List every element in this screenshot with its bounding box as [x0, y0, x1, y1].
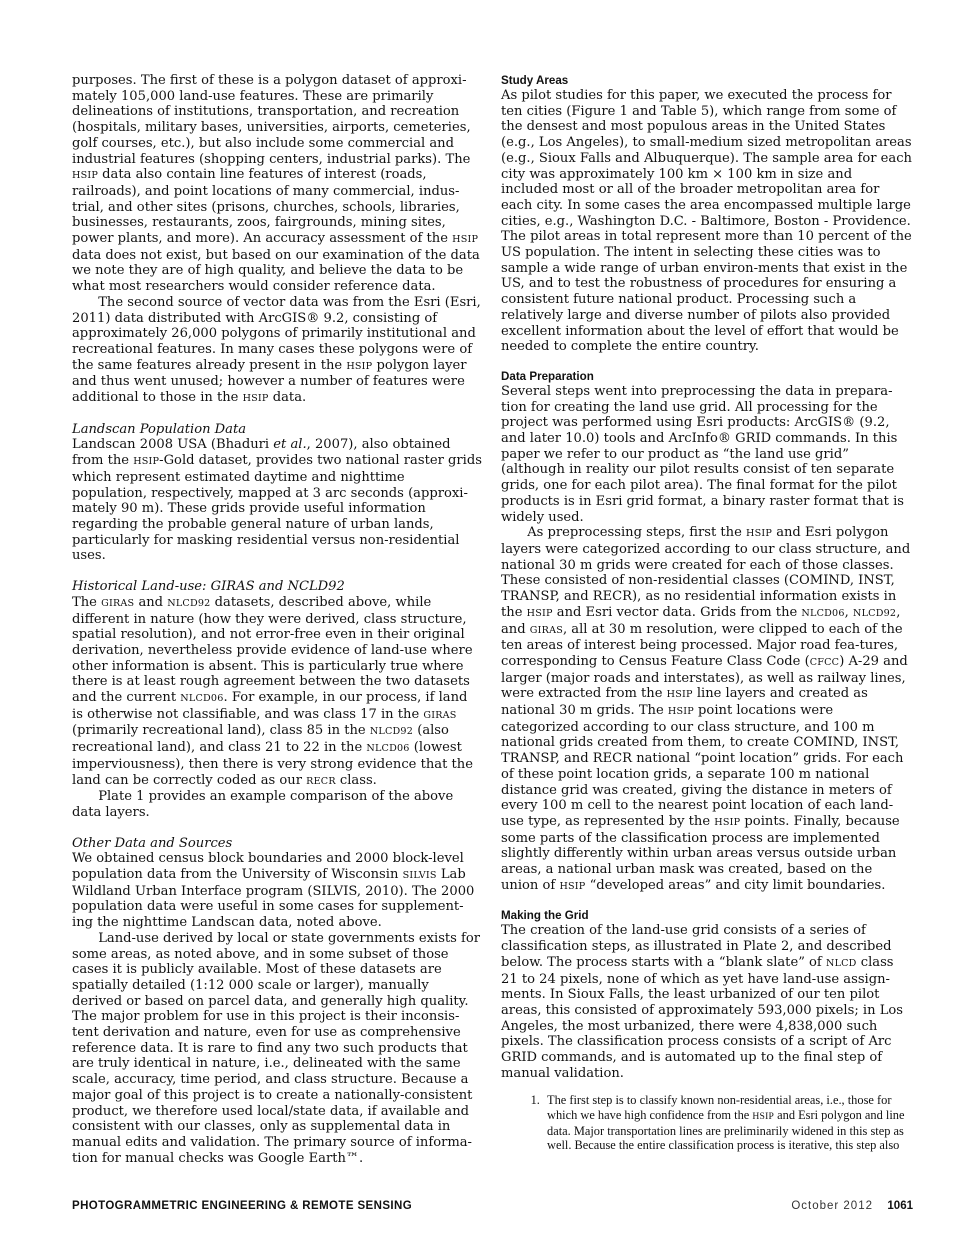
section-heading: Study Areas: [501, 74, 569, 87]
paragraph: As preprocessing steps, first the HSIP and Esri polygon layers were categorized according to our class structure, and national 30 m grids were created for each of those classes. These consisted of non-residential classes (COMIND, INST, TRANSP, and RECR), as no residential information exists in the HSIP and Esri vector data. Grids from the NLCD06, NLCD92, and GIRAS, all at 30 m resolution, were clipped to each of the ten areas of interest being processed. Major road fea-tures, corresponding to Census Feature Class Code (CFCC) A-29 and larger (major roads and interstates), as well as railway lines, were extracted from the HSIP line layers and created as national 30 m grids. The HSIP point locations were categorized according to our class structure, and 100 m national grids created from them, to create COMIND, INST, TRANSP, and RECR national “point location” grids. For each of these point location grids, a separate 100 m national distance grid was created, giving the distance in meters of every 100 m cell to the nearest point location of each land-use type, as represented by the HSIP points. Finally, because some parts of the classification process are implemented slightly differently within urban areas versus outside urban areas, a national urban mask was created, based on the union of HSIP “developed areas” and city limit boundaries.: [501, 525, 911, 893]
paragraph: We obtained census block boundaries and 2000 block-level population data from the University of Wisconsin SILVIS Lab Wildland Urban Interface program (SILVIS, 2010). The 2000 population data were useful in some cases for supplement-ing the nighttime Landscan data, noted above.: [72, 851, 475, 931]
left-column: [72, 73, 482, 1166]
paragraph: Land-use derived by local or state governments exists for some areas, as noted above, and in some subset of those cases it is publicly available. Most of these datasets are spatially detailed (1:12 000 scale or larger), manually derived or based on parcel data, and generally high quality. The major problem for use in this project is their inconsis-tent derivation and nature, even for use as comprehensive reference data. It is rare to find any two such products that are truly identical in nature, i.e., delineated with the same scale, accuracy, time period, and class structure. Because a major goal of this project is to create a nationally-consistent product, we therefore used local/state data, if available and consistent with our classes, only as supplemental data in manual edits and validation. The primary source of informa-tion for manual checks was Google Earth™.: [72, 930, 481, 1166]
journal-name: PHOTOGRAMMETRIC ENGINEERING & REMOTE SENSING: [72, 1200, 413, 1212]
section-heading: Data Preparation: [501, 369, 594, 383]
issue-date: October 2012: [791, 1200, 873, 1212]
paragraph: The GIRAS and NLCD92 datasets, described above, while different in nature (how they were derived, class structure, spatial resolution), and not error-free even in their original derivation, nevertheless provide evidence of land-use where other information is absent. This is particularly true where there is at least rough agreement between the two datasets and the current NLCD06. For example, in our process, if land is otherwise not classifiable, and was class 17 in the GIRAS (primarily recreational land), class 85 in the NLCD92 (also recreational land), and class 21 to 22 in the NLCD06 (lowest imperviousness), then there is very strong evidence that the land can be correctly coded as our RECR class.: [72, 594, 473, 788]
right-column: [501, 73, 913, 1152]
section-heading: Landscan Population Data: [72, 421, 247, 437]
section-heading: Making the Grid: [501, 909, 589, 923]
paragraph: The second source of vector data was from the Esri (Esri, 2011) data distributed with ArcGIS® 9.2, consisting of approximately 26,000 polygons of primarily institutional and recreational features. In many cases these polygons were of the same features already present in the HSIP polygon layer and thus went unused; however a number of features were additional to those in the HSIP data.: [72, 294, 481, 406]
section-heading: Other Data and Sources: [72, 835, 233, 851]
paragraph: The creation of the land-use grid consists of a series of classification steps, as illustrated in Plate 2, and described below. The process starts with a “blank slate” of NLCD class 21 to 24 pixels, none of which as yet have land-use assign-ments. In Sioux Falls, the least urbanized of our ten pilot areas, this consisted of approximately 593,000 pixels; in Los Angeles, the most urbanized, there were 4,838,000 such pixels. The classification process consists of a script of Arc GRID commands, and is automated up to the final step of manual validation.: [501, 923, 903, 1081]
paragraph: Plate 1 provides an example comparison of the above data layers.: [72, 789, 454, 820]
paragraph: Landscan 2008 USA (Bhaduri et al., 2007), also obtained from the HSIP-Gold dataset, provides two national raster grids which represent estimated daytime and nighttime population, respectively, mapped at 3 arc seconds (approxi-mately 90 m). These grids provide useful information regarding the probable general nature of urban lands, particularly for masking residential versus non-residential uses.: [72, 437, 482, 564]
page-number: 1061: [887, 1200, 913, 1212]
paragraph: purposes. The first of these is a polygon dataset of approxi-mately 105,000 land-use features. These are primarily delineations of institutions, transportation, and recreation (hospitals, military bases, universities, airports, cemeteries, golf courses, etc.), but also include some commercial and industrial features (shopping centers, industrial parks). The HSIP data also contain line features of interest (roads, railroads), and point locations of many commercial, indus-trial, and other sites (prisons, churches, schools, libraries, businesses, restaurants, zoos, fairgrounds, mining sites, power plants, and more). An accuracy assessment of the HSIP data does not exist, but based on our examination of the data we note they are of high quality, and believe the data to be what most researchers would consider reference data.: [72, 73, 480, 295]
list-item: 1. The first step is to classify known non-residential areas, i.e., those for which we have high confidence from the HSIP and Esri polygon and line data. Major transportation lines are preliminarily widened in this step as well. Because the entire classification process is iterative, this step also: [543, 1093, 913, 1152]
numbered-list: [501, 1093, 913, 1152]
paragraph: As pilot studies for this paper, we executed the process for ten cities (Figure 1 and Table 5), which range from some of the densest and most populous areas in the United States (e.g., Los Angeles), to small-medium sized metropolitan areas (e.g., Sioux Falls and Albuquerque). The sample area for each city was approximately 100 km × 100 km in size and included most or all of the broader metropolitan area for each city. In some cases the area encompassed multiple large cities, e.g., Washington D.C. - Baltimore, Boston - Providence. The pilot areas in total represent more than 10 percent of the US population. The intent in selecting these cities was to sample a wide range of urban environ-ments that exist in the US, and to test the robustness of procedures for ensuring a consistent future national product. Processing such a relatively large and diverse number of pilots also provided excellent information about the level of effort that would be needed to complete the entire country.: [501, 88, 912, 355]
section-heading: Historical Land-use: GIRAS and NCLD92: [72, 579, 345, 595]
page-footer: [72, 1200, 913, 1218]
paragraph: Several steps went into preprocessing the data in prepara-tion for creating the land use grid. All processing for the project was performed using Esri products: ArcGIS® (9.2, and later 10.0) tools and ArcInfo® GRID commands. In this paper we refer to our product as “the land use grid” (although in reality our pilot results consist of ten separate grids, one for each pilot area). The final format for the pilot products is in Esri grid format, a binary raster format that is widely used.: [501, 383, 905, 525]
